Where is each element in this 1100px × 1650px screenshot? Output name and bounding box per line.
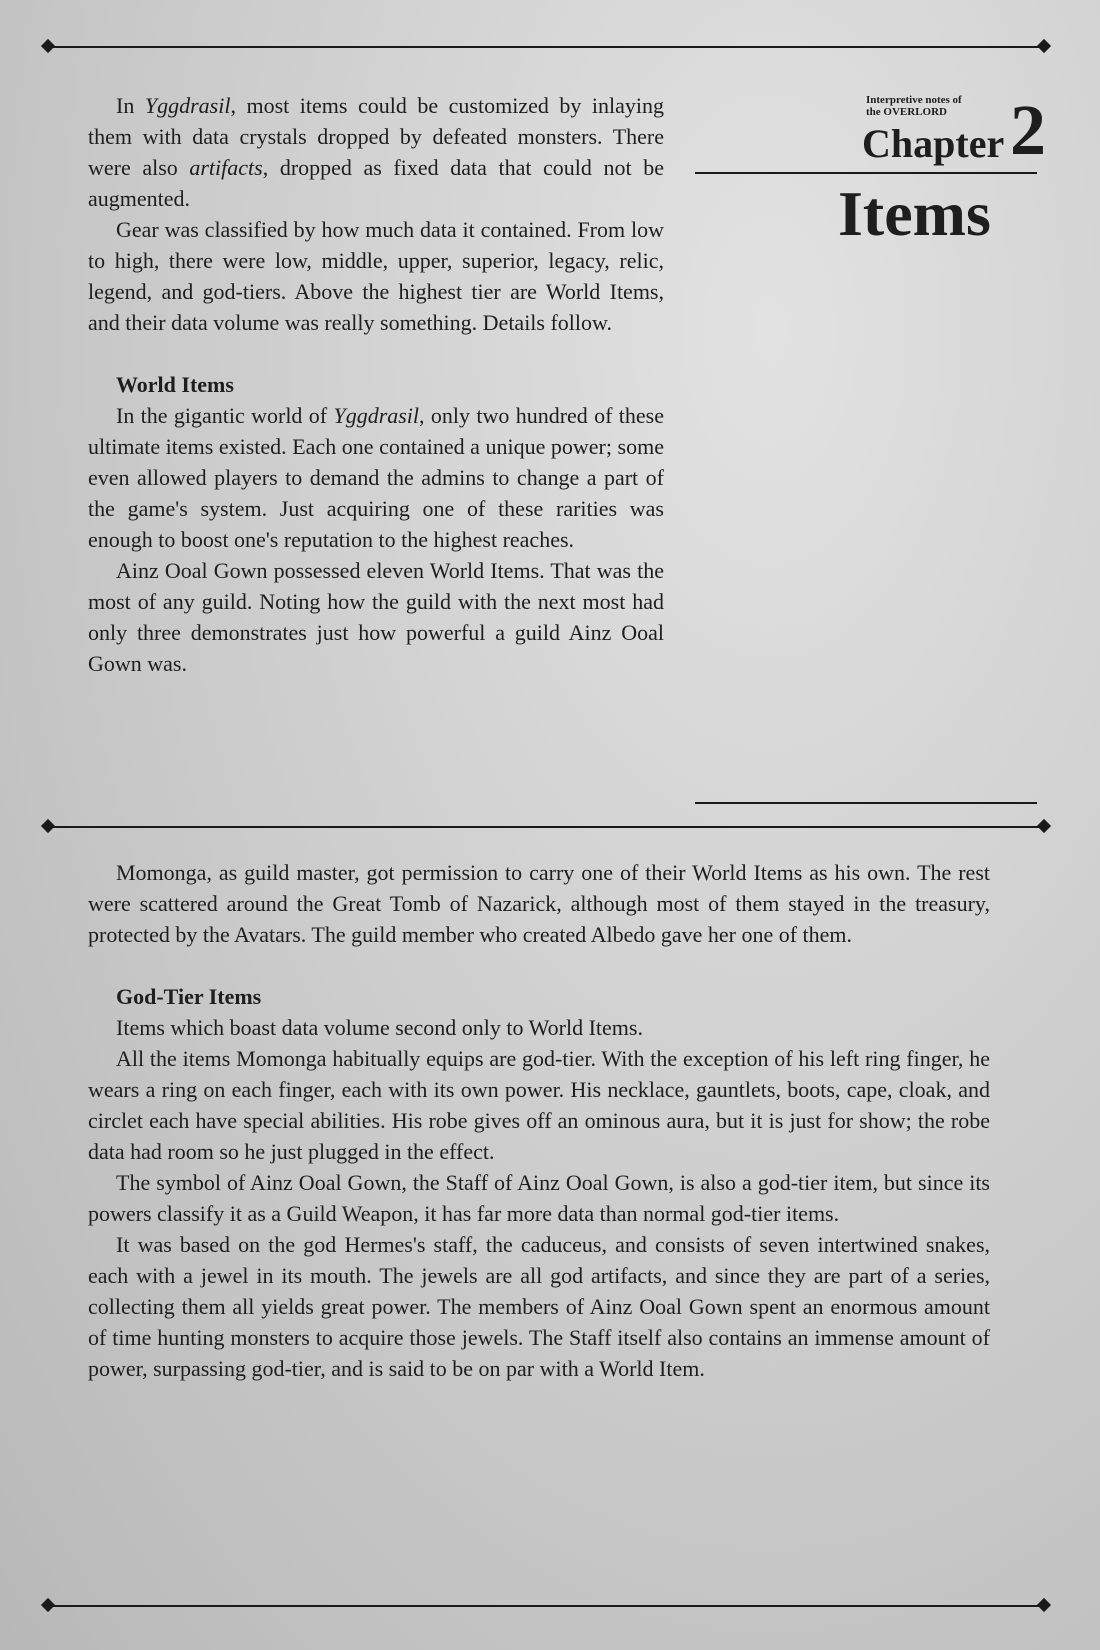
paragraph: Ainz Ooal Gown possessed eleven World Items. That was the most of any guild. Noting how the guild with the next most had only three demonstrates just how powerful a guild Ainz Ooal Gown was. <box>88 558 664 676</box>
paragraph: In the gigantic world of Yggdrasil, only two hundred of these ultimate items existed. Each one contained a unique power; some even allowed players to demand the admins to change a part of the game's system. Just acquiring one of these rarities was enough to boost one's reputation to the highest reaches. <box>88 403 664 552</box>
top-text-column <box>88 90 664 679</box>
section-heading: World Items <box>116 372 234 397</box>
header-rule <box>695 172 1037 174</box>
paragraph: In Yggdrasil, most items could be customized by inlaying them with data crystals dropped by defeated monsters. There were also artifacts, dropped as fixed data that could not be augmented. <box>88 93 665 211</box>
column-end-rule <box>695 802 1037 804</box>
chapter-number: 2 <box>1010 90 1046 170</box>
top-ornamental-rule <box>46 46 1046 48</box>
paragraph: All the items Momonga habitually equips are god-tier. With the exception of his left ring finger, he wears a ring on each finger, each with its own power. His necklace, gauntlets, boots, cape, cloak, and circlet each have special abilities. His robe gives off an ominous aura, but it is just for show; the robe data had room so he just plugged in the effect. <box>88 1046 990 1164</box>
middle-ornamental-rule <box>46 826 1046 828</box>
bottom-text-column <box>88 857 990 1384</box>
paragraph: The symbol of Ainz Ooal Gown, the Staff of Ainz Ooal Gown, is also a god-tier item, but since its powers classify it as a Guild Weapon, it has far more data than normal god-tier items. <box>88 1170 990 1226</box>
section-heading: God-Tier Items <box>116 984 262 1009</box>
paragraph: It was based on the god Hermes's staff, the caduceus, and consists of seven intertwined snakes, each with a jewel in its mouth. The jewels are all god artifacts, and since they are part of a series, collecting them all yields great power. The members of Ainz Ooal Gown spent an enormous amount of time hunting monsters to acquire those jewels. The Staff itself also contains an immense amount of power, surpassing god-tier, and is said to be on par with a World Item. <box>88 1232 990 1381</box>
paragraph: Items which boast data volume second only to World Items. <box>116 1015 643 1040</box>
paragraph: Momonga, as guild master, got permission to carry one of their World Items as his own. The rest were scattered around the Great Tomb of Nazarick, although most of them stayed in the treasury, protected by the Avatars. The guild member who created Albedo gave her one of them. <box>88 860 990 947</box>
paragraph: Gear was classified by how much data it contained. From low to high, there were low, middle, upper, superior, legacy, relic, legend, and god-tiers. Above the highest tier are World Items, and their data volume was really something. Details follow. <box>88 217 664 335</box>
bottom-ornamental-rule <box>46 1605 1046 1607</box>
chapter-title: Items <box>838 178 991 249</box>
chapter-word: Chapter <box>862 121 1005 166</box>
series-label: Interpretive notes of the OVERLORD <box>866 94 962 118</box>
